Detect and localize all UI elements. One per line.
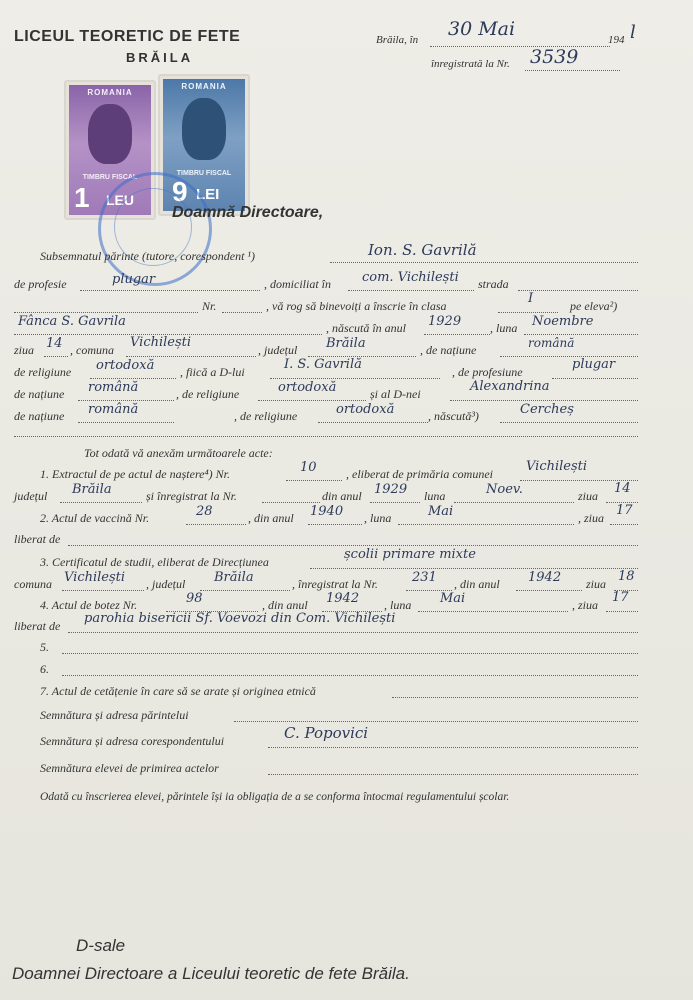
fiscal-stamp-1-leu: ROMANIA TIMBRU FISCAL 1 LEU: [64, 80, 156, 220]
place-date-label: Brăila, în: [376, 34, 419, 46]
field-mother-name: Alexandrina: [470, 379, 550, 394]
field-birth-day: 14: [46, 336, 63, 351]
field-mother-religion: ortodoxă: [336, 402, 395, 417]
line-birth-cert-no: [286, 480, 342, 481]
label-birth-cert-day: ziua: [578, 489, 599, 503]
line-extra: [14, 436, 638, 437]
line-father-religion: [258, 400, 366, 401]
field-study-county: Brăila: [214, 570, 254, 585]
label-sig-pupil: Semnătura elevei de primirea actelor: [40, 761, 219, 775]
line-domicile: [348, 290, 474, 291]
line-birth-year: [424, 334, 490, 335]
field-baptism-day: 17: [612, 590, 629, 605]
field-pupil-name: Fânca S. Gavrila: [18, 314, 126, 329]
field-mother-nationality: română: [88, 402, 139, 417]
label-study-year: , din anul: [454, 577, 500, 591]
label-vaccine: 2. Actul de vaccină Nr.: [40, 511, 150, 525]
field-class: I: [528, 291, 534, 306]
label-mother-nationality: de națiune: [14, 409, 65, 423]
label-number: Nr.: [202, 299, 217, 313]
field-study-cert-issuer: școlii primare mixte: [344, 547, 476, 562]
field-father-name: I. S. Gavrilă: [284, 357, 362, 372]
line-baptism-month: [418, 611, 568, 612]
line-sig-pupil: [268, 774, 638, 775]
year-suffix-hw: l: [630, 22, 636, 43]
field-vaccine-month: Mai: [428, 504, 454, 519]
field-birth-month: Noembre: [532, 314, 594, 329]
annex-intro: Tot odată vă anexăm următoarele acte:: [84, 446, 273, 460]
line-mother: [450, 400, 638, 401]
line-annex-5: [62, 653, 638, 654]
line-vaccine-no: [186, 524, 246, 525]
field-parent-name: Ion. S. Gavrilă: [368, 241, 477, 259]
field-study-commune: Vichilești: [64, 570, 126, 585]
line-commune: [126, 356, 256, 357]
line-study-commune: [62, 590, 144, 591]
field-religion: ortodoxă: [96, 358, 155, 373]
line-nationality: [500, 356, 638, 357]
line-mother-nationality: [78, 422, 174, 423]
field-vaccine-no: 28: [196, 504, 213, 519]
label-birth-cert-county: județul: [14, 489, 48, 503]
field-birth-county: Brăila: [326, 336, 366, 351]
label-mother-born: , născută³): [428, 409, 479, 423]
label-birth-month: , luna: [490, 321, 518, 335]
label-study-day: ziua: [586, 577, 607, 591]
field-birth-commune: Vichilești: [130, 335, 192, 350]
label-nationality: , de națiune: [420, 343, 477, 357]
field-baptism-month: Mai: [440, 591, 466, 606]
label-sig-correspondent: Semnătura și adresa corespondentului: [40, 734, 225, 748]
label-study-commune: comuna: [14, 577, 52, 591]
line-birth-month: [524, 334, 638, 335]
field-birth-year: 1929: [428, 314, 462, 329]
label-father-religion: , de religiune: [176, 387, 240, 401]
field-study-day: 18: [618, 569, 635, 584]
label-mother: și al D-nei: [370, 387, 421, 401]
label-citizenship: 7. Actul de cetățenie în care să se arate și originea etnică: [40, 684, 316, 698]
field-nationality: română: [528, 336, 575, 350]
fiscal-stamp-9-lei: ROMANIA TIMBRU FISCAL 9 LEI: [158, 74, 250, 216]
label-profession: de profesie: [14, 277, 67, 291]
label-sig-parent: Semnătura și adresa părintelui: [40, 708, 189, 722]
field-birth-cert-month: Noev.: [486, 482, 523, 497]
label-vaccine-month: , luna: [364, 511, 392, 525]
line-profession: [80, 290, 260, 291]
label-baptism-year: , din anul: [262, 598, 308, 612]
field-study-year: 1942: [528, 570, 562, 585]
field-profession: plugar: [112, 272, 156, 287]
label-domicile: , domiciliat în: [264, 277, 331, 291]
label-birth-cert-year: din anul: [322, 489, 362, 503]
line-vaccine-month: [398, 524, 574, 525]
label-birth-year: , născută în anul: [326, 321, 406, 335]
field-birth-cert-commune: Vichilești: [526, 459, 588, 474]
label-annex-5: 5.: [40, 640, 49, 654]
line-day: [44, 356, 68, 357]
label-baptism: 4. Actul de botez Nr.: [40, 598, 138, 612]
line-birth-cert-reg: [262, 502, 320, 503]
line-father-profession: [552, 378, 638, 379]
line-citizenship: [392, 697, 638, 698]
label-vaccine-issuer: liberat de: [14, 532, 61, 546]
label-study-county: , județul: [146, 577, 186, 591]
label-street: strada: [478, 277, 509, 291]
label-baptism-month: , luna: [384, 598, 412, 612]
label-birth-cert-reg: și înregistrat la Nr.: [146, 489, 237, 503]
line-father-nationality: [78, 400, 174, 401]
label-birth-cert-issuer: , eliberat de primăria comunei: [346, 467, 493, 481]
line-vaccine-issuer: [68, 545, 638, 546]
portrait-king-icon: [182, 98, 226, 160]
field-birth-cert-county: Brăila: [72, 482, 112, 497]
label-father-profession: , de profesiune: [452, 365, 523, 379]
field-vaccine-year: 1940: [310, 504, 344, 519]
label-day: ziua: [14, 343, 35, 357]
field-birth-cert-year: 1929: [374, 482, 408, 497]
school-city: BRĂILA: [126, 50, 194, 65]
line-number: [222, 312, 262, 313]
line-study-county: [200, 590, 290, 591]
label-mother-religion: , de religiune: [234, 409, 298, 423]
label-father: , fiică a D-lui: [180, 365, 245, 379]
line-mother-religion: [318, 422, 428, 423]
field-baptism-no: 98: [186, 591, 203, 606]
label-county: , județul: [258, 343, 298, 357]
date-handwritten: 30 Mai: [448, 18, 516, 40]
obligation-note: Odată cu înscrierea elevei, părintele își ia obligația de a se conforma întocmai regulamentului școlar.: [40, 791, 510, 803]
line-street: [518, 290, 638, 291]
label-vaccine-year: , din anul: [248, 511, 294, 525]
label-study-cert: 3. Certificatul de studii, eliberat de Direcțiunea: [40, 555, 269, 569]
label-baptism-day: , ziua: [572, 598, 599, 612]
line-parent: [330, 262, 638, 263]
label-birth-cert-month: luna: [424, 489, 446, 503]
line-father: [270, 378, 440, 379]
addressee-prefix: D-sale: [76, 936, 126, 955]
line-study-cert-issuer: [310, 568, 638, 569]
field-mother-maiden: Cercheș: [520, 402, 574, 417]
label-baptism-issuer: liberat de: [14, 619, 61, 633]
reg-no-line: [525, 70, 620, 71]
label-class: , vă rog să binevoiți a înscrie în clasa: [266, 299, 447, 313]
line-sig-correspondent: [268, 747, 638, 748]
line-birth-cert-year: [370, 502, 420, 503]
label-father-nationality: de națiune: [14, 387, 65, 401]
line-birth-cert-month: [454, 502, 574, 503]
field-baptism-year: 1942: [326, 591, 360, 606]
label-annex-6: 6.: [40, 662, 49, 676]
line-birth-cert-county: [60, 502, 142, 503]
field-sig-correspondent: C. Popovici: [284, 724, 369, 742]
date-line: [430, 46, 610, 47]
field-vaccine-day: 17: [616, 503, 633, 518]
line-vaccine-year: [308, 524, 362, 525]
line-baptism-day: [606, 611, 638, 612]
line-street-cont: [14, 312, 198, 313]
reg-no-handwritten: 3539: [530, 46, 579, 68]
line-mother-born: [500, 422, 638, 423]
addressee-line: Doamnei Directoare a Liceului teoretic de fete Brăila.: [12, 964, 410, 983]
registered-label: înregistrată la Nr.: [431, 58, 510, 70]
label-commune: , comuna: [70, 343, 114, 357]
line-sig-parent: [234, 721, 638, 722]
line-religion: [90, 378, 176, 379]
label-study-reg: , înregistrat la Nr.: [292, 577, 378, 591]
label-vaccine-day: , ziua: [578, 511, 605, 525]
portrait-king-icon: [88, 104, 132, 164]
line-vaccine-day: [610, 524, 638, 525]
line-study-year: [516, 590, 582, 591]
line-class: [498, 312, 558, 313]
year-label: 194: [608, 34, 625, 46]
field-baptism-issuer: parohia bisericii Sf. Voevozi din Com. Vichilești: [84, 611, 396, 626]
school-name: LICEUL TEORETIC DE FETE: [14, 28, 241, 45]
label-birth-cert: 1. Extractul de pe actul de naștere⁴) Nr.: [40, 467, 231, 481]
label-religion: de religiune: [14, 365, 72, 379]
salutation: Doamnă Directoare,: [172, 204, 324, 221]
field-birth-cert-day: 14: [614, 481, 631, 496]
field-domicile: com. Vichilești: [362, 270, 459, 285]
field-father-religion: ortodoxă: [278, 380, 337, 395]
label-parent: Subsemnatul părinte (tutore, corespondent ¹): [40, 249, 256, 263]
line-baptism-issuer: [68, 632, 638, 633]
field-father-profession: plugar: [572, 357, 616, 372]
field-birth-cert-no: 10: [300, 460, 317, 475]
field-study-reg: 231: [412, 570, 437, 585]
label-pupil: pe eleva²): [570, 299, 618, 313]
field-father-nationality: română: [88, 380, 139, 395]
line-annex-6: [62, 675, 638, 676]
